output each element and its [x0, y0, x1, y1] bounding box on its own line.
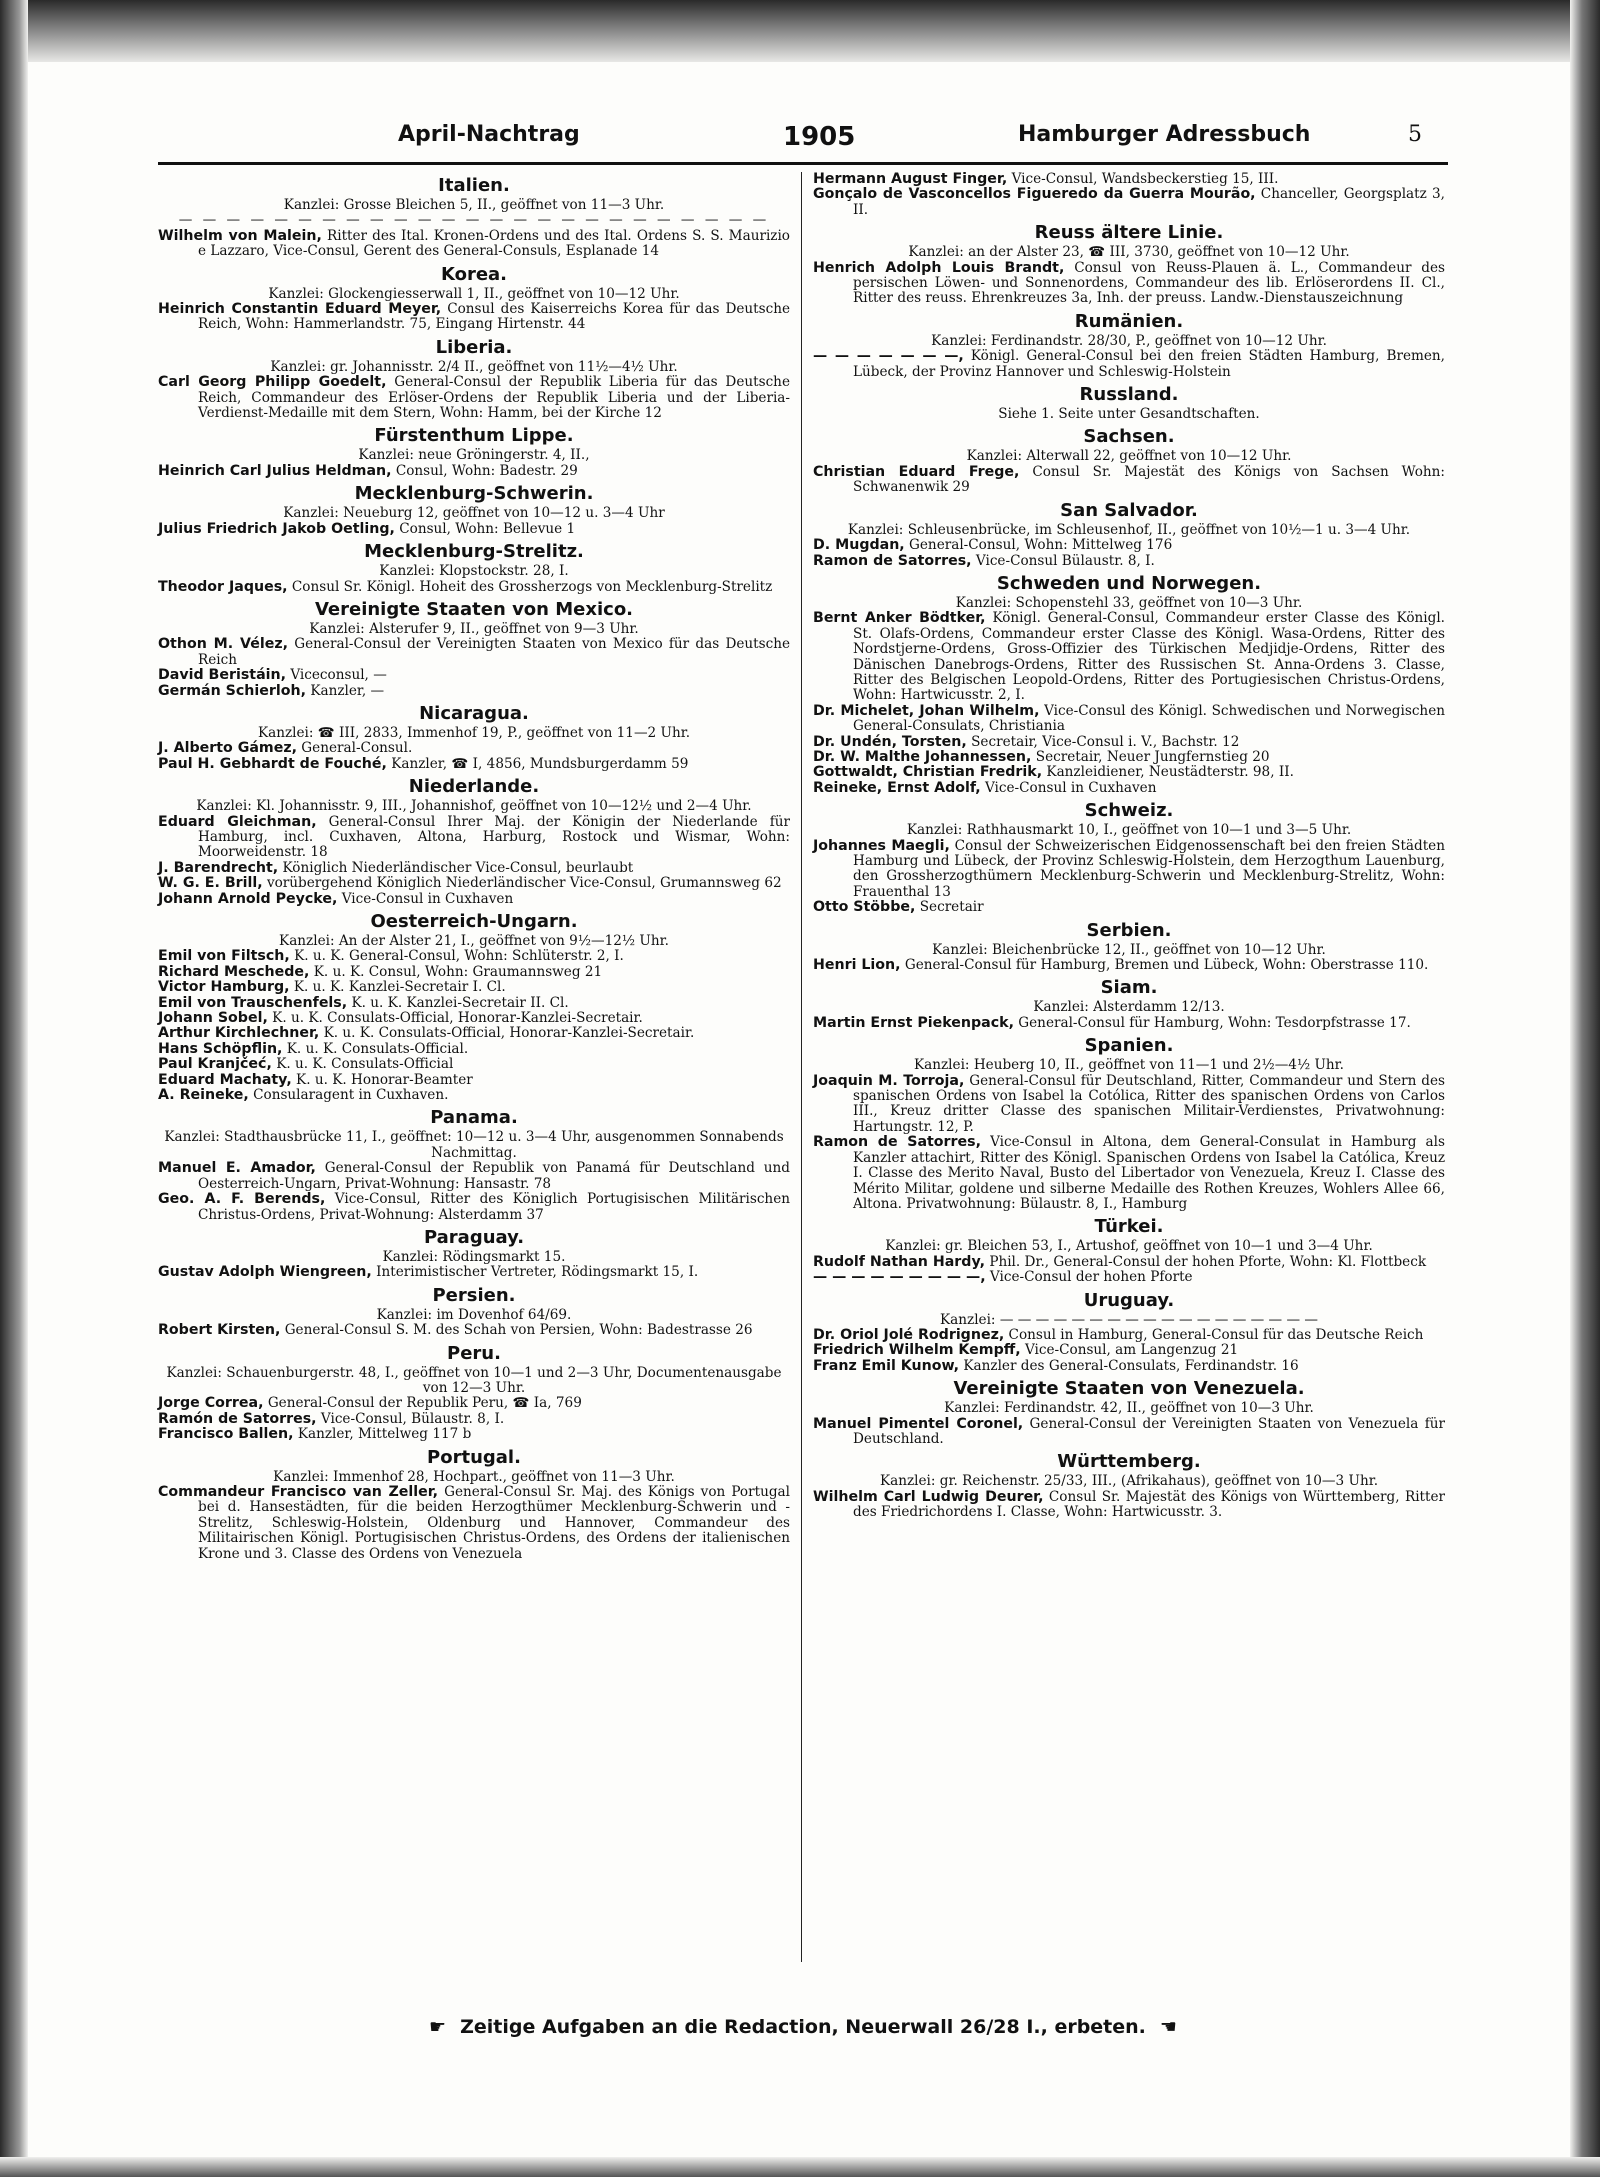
consulate-section — [813, 500, 1445, 569]
country-heading: Korea. — [440, 263, 508, 285]
consulate-section — [813, 573, 1445, 796]
consul-entry — [813, 1255, 1445, 1270]
country-heading: Vereinigte Staaten von Venezuela. — [953, 1378, 1305, 1400]
consul-details: General-Consul für Hamburg, Wohn: Tesdorpfstrasse 17. — [1018, 1014, 1411, 1031]
right-column — [813, 172, 1445, 1525]
consul-entry — [158, 1057, 790, 1072]
pointing-hand-right-icon: ☚ — [1159, 2016, 1177, 2038]
consul-name: Gustav Adolph Wiengreen, — [158, 1264, 372, 1281]
column-divider — [801, 172, 802, 1962]
chancellery-info: Kanzlei: gr. Johannisstr. 2/4 II., geöffnet von 11½—4½ Uhr. — [270, 358, 678, 375]
consulate-section — [813, 172, 1445, 218]
consul-details: Consul Sr. Majestät des Königs von Württemberg, Ritter des Friedrichordens I. Classe, Wohn: Hartwicusstr. 3. — [853, 1488, 1446, 1521]
consulate-section — [813, 800, 1445, 915]
consul-entry — [813, 781, 1445, 796]
consul-name: Victor Hamburg, — [158, 979, 290, 996]
consul-name: Emil von Trauschenfels, — [158, 994, 348, 1011]
consul-name: Dr. W. Malthe Johannessen, — [813, 748, 1032, 765]
chancellery-info: Kanzlei: Schopenstehl 33, geöffnet von 10—3 Uhr. — [955, 594, 1303, 611]
consulate-section — [813, 426, 1445, 495]
consulate-section — [813, 920, 1445, 974]
consulate-section — [158, 911, 790, 1103]
consul-details: K. u. K. Consulats-Official, Honorar-Kanzlei-Secretair. — [272, 1010, 643, 1027]
consul-entry — [813, 765, 1445, 780]
country-heading: Rumänien. — [1074, 310, 1184, 332]
consul-name: Emil von Filtsch, — [158, 948, 290, 965]
consul-name: Arthur Kirchlechner, — [158, 1025, 320, 1042]
consul-details: Kanzler des General-Consulats, Ferdinandstr. 16 — [963, 1357, 1299, 1374]
chancellery-info: Siehe 1. Seite unter Gesandtschaften. — [998, 406, 1260, 423]
consul-name: Richard Meschede, — [158, 963, 310, 980]
consulate-section — [158, 1285, 790, 1339]
chancellery-info: Kanzlei: Schauenburgerstr. 48, I., geöffnet von 10—1 und 2—3 Uhr, Documentenausgabe von 12—3 Uhr. — [166, 1364, 782, 1396]
chancellery-info: Kanzlei: Heuberg 10, II., geöffnet von 11—1 und 2½—4½ Uhr. — [914, 1057, 1344, 1074]
consul-details: Vice-Consul des Königl. Schwedischen und Norwegischen General-Consulats, Christiania — [853, 702, 1445, 735]
chancellery-info: Kanzlei: Bleichenbrücke 12, II., geöffnet von 10—12 Uhr. — [932, 941, 1326, 958]
consul-name: Hermann August Finger, — [813, 171, 1008, 187]
country-heading: Mecklenburg-Schwerin. — [354, 483, 594, 505]
consul-entry — [158, 302, 790, 333]
consul-details: Consul von Reuss-Plauen ä. L., Commandeur des persischen Löwen- und Sonnenordens, Commandeur des lib. Erlöserordens II. Cl., Ritter des reuss. Ehrenkreuzes 3a, Inh. der preuss. Landw.-Dienstauszeichnung — [853, 259, 1446, 307]
consul-entry — [158, 1161, 790, 1192]
consul-details: Vice-Consul, Wandsbeckerstieg 15, III. — [1011, 171, 1279, 187]
consul-name: Commandeur Francisco van Zeller, — [158, 1483, 439, 1500]
consul-name: — — — — — — —, — [813, 348, 964, 365]
consul-name: Ramon de Satorres, — [813, 552, 972, 569]
consulate-section — [813, 384, 1445, 422]
consul-details: Kanzleidiener, Neustädterstr. 98, II. — [1046, 764, 1294, 781]
country-heading: San Salvador. — [1060, 499, 1198, 521]
consul-entry — [158, 741, 790, 756]
header-page-number: 5 — [1408, 122, 1422, 147]
consul-name: Christian Eduard Frege, — [813, 463, 1020, 480]
consulate-section — [813, 1378, 1445, 1447]
consul-entry — [813, 839, 1445, 901]
chancellery-info: Kanzlei: Ferdinandstr. 42, II., geöffnet von 10—3 Uhr. — [944, 1400, 1314, 1417]
consul-details: K. u. K. Consul, Wohn: Graumannsweg 21 — [313, 963, 603, 980]
consul-name: Martin Ernst Piekenpack, — [813, 1014, 1014, 1031]
consul-entry — [813, 958, 1445, 973]
consul-details: Secretair, Vice-Consul i. V., Bachstr. 12 — [971, 733, 1240, 750]
consul-details: Königl. General-Consul, Commandeur erster Classe des Königl. St. Olafs-Ordens, Commandeur erster Classe des Königl. Wasa-Ordens, Ritter des Nordstjerne-Ordens, Gross-Offizier des Türkischen Medjidje-Ordens, Ritter des Dänischen Danebrogs-Ordens, Ritter des Russischen St. Anna-Ordens 3. Classe, Ritter des Belgischen Leopold-Ordens, Ritter des Portugiesischen Christus-Ordens, Wohn: Hartwicusstr. 2, I. — [853, 610, 1445, 704]
country-heading: Persien. — [432, 1284, 516, 1306]
consul-details: Consul Sr. Majestät des Königs von Sachsen Wohn: Schwanenwik 29 — [853, 463, 1445, 496]
chancellery-info: Kanzlei: neue Gröningerstr. 4, II., — [358, 447, 590, 464]
consul-name: Ramon de Satorres, — [813, 1134, 982, 1151]
consul-details: Kanzler, — — [310, 682, 385, 699]
consul-details: Vice-Consul, Ritter des Königlich Portugisischen Militärischen Christus-Ordens, Privat-Wohnung: Alsterdamm 37 — [198, 1191, 790, 1223]
consul-details: General-Consul S. M. des Schah von Persien, Wohn: Badestrasse 26 — [284, 1322, 753, 1339]
consul-name: Dr. Michelet, Johan Wilhelm, — [813, 702, 1040, 719]
consulate-section — [813, 1216, 1445, 1285]
consul-details: Vice-Consul Bülaustr. 8, I. — [975, 552, 1155, 569]
consul-name: Robert Kirsten, — [158, 1322, 281, 1339]
consul-details: Secretair — [919, 899, 984, 916]
page-header — [158, 118, 1448, 165]
consul-entry — [158, 464, 790, 479]
consul-name: Bernt Anker Bödtker, — [813, 610, 986, 627]
consul-entry — [813, 1359, 1445, 1374]
consulate-section — [158, 175, 790, 260]
consul-entry — [813, 465, 1445, 496]
chancellery-info: Kanzlei: Rathhausmarkt 10, I., geöffnet von 10—1 und 3—5 Uhr. — [906, 822, 1352, 839]
consul-entry — [158, 1026, 790, 1041]
consul-name: Heinrich Constantin Eduard Meyer, — [158, 301, 442, 318]
consul-details: Phil. Dr., General-Consul der hohen Pforte, Wohn: Kl. Flottbeck — [989, 1253, 1427, 1270]
country-heading: Niederlande. — [408, 776, 540, 798]
chancellery-info: Kanzlei: Alsterdamm 12/13. — [1033, 999, 1225, 1016]
chancellery-info: Kanzlei: Immenhof 28, Hochpart., geöffnet von 11—3 Uhr. — [273, 1468, 675, 1485]
consulate-section — [158, 1343, 790, 1443]
consul-name: J. Barendrecht, — [158, 859, 279, 876]
consul-name: Gonçalo de Vasconcellos Figueredo da Guerra Mourão, — [813, 186, 1256, 203]
consul-details: Königlich Niederländischer Vice-Consul, beurlaubt — [282, 859, 634, 876]
chancellery-info: Kanzlei: — — — — — — — — — — — — — — — — — — — [940, 1311, 1318, 1328]
consul-details: General-Consul Ihrer Maj. der Königin der Niederlande für Hamburg, incl. Cuxhaven, Altona, Harburg, Rostock und Wismar, Wohn: Moorweidenstr. 18 — [198, 813, 790, 861]
consul-entry — [813, 704, 1445, 735]
consul-name: Paul H. Gebhardt de Fouché, — [158, 755, 387, 772]
consul-name: W. G. E. Brill, — [158, 875, 263, 892]
country-heading: Paraguay. — [423, 1226, 525, 1248]
chancellery-info: Kanzlei: Stadthausbrücke 11, I., geöffnet: 10—12 u. 3—4 Uhr, ausgenommen Sonnabends Nachmittag. — [164, 1129, 784, 1161]
scan-border-right — [1570, 0, 1600, 2177]
consul-name: Carl Georg Philipp Goedelt, — [158, 374, 387, 391]
consul-name: Hans Schöpflin, — [158, 1040, 283, 1057]
country-heading: Reuss ältere Linie. — [1034, 222, 1224, 244]
consul-name: Julius Friedrich Jakob Oetling, — [158, 520, 395, 537]
chancellery-info: Kanzlei: gr. Bleichen 53, I., Artushof, geöffnet von 10—1 und 3—4 Uhr. — [885, 1238, 1373, 1255]
consul-details: General-Consul der Republik Peru, ☎ Ia, 769 — [267, 1395, 582, 1412]
country-heading: Mecklenburg-Strelitz. — [364, 541, 584, 563]
consul-entry — [158, 949, 790, 964]
consul-name: Reineke, Ernst Adolf, — [813, 779, 981, 796]
consul-entry — [158, 375, 790, 421]
consul-details: Consul des Kaiserreichs Korea für das Deutsche Reich, Wohn: Hammerlandstr. 75, Eingang Hirtenstr. 44 — [198, 301, 791, 333]
consul-entry — [158, 876, 790, 891]
consul-name: Germán Schierloh, — [158, 682, 306, 699]
footer-text: Zeitige Aufgaben an die Redaction, Neuerwall 26/28 I., erbeten. — [460, 2016, 1146, 2038]
consulate-section — [158, 541, 790, 595]
country-heading: Peru. — [447, 1342, 501, 1364]
consul-name: Manuel Pimentel Coronel, — [813, 1415, 1024, 1432]
consul-name: Othon M. Vélez, — [158, 636, 288, 653]
consul-entry — [813, 1343, 1445, 1358]
consul-entry — [813, 1417, 1445, 1448]
consulate-section — [158, 776, 790, 907]
consul-name: Wilhelm Carl Ludwig Deurer, — [813, 1488, 1044, 1505]
consulate-section — [158, 1227, 790, 1281]
consul-entry — [158, 1412, 790, 1427]
consul-name: Friedrich Wilhelm Kempff, — [813, 1342, 1021, 1359]
consul-name: Johann Sobel, — [158, 1010, 268, 1027]
country-heading: Schweden und Norwegen. — [996, 572, 1262, 594]
consul-name: Otto Stöbbe, — [813, 899, 916, 916]
consul-details: Vice-Consul in Cuxhaven — [984, 779, 1157, 796]
consul-details: Consul, Wohn: Bellevue 1 — [399, 520, 576, 537]
consul-name: Francisco Ballen, — [158, 1426, 294, 1443]
consul-name: David Beristáin, — [158, 667, 287, 684]
consul-details: Secretair, Neuer Jungfernstieg 20 — [1035, 748, 1270, 765]
consul-entry — [813, 1074, 1445, 1136]
consul-name: Johannes Maegli, — [813, 837, 950, 854]
consul-entry — [813, 172, 1445, 187]
consul-entry — [158, 1011, 790, 1026]
consul-name: Henri Lion, — [813, 957, 901, 974]
consul-entry — [813, 187, 1445, 218]
consul-details: General-Consul Sr. Maj. des Königs von Portugal bei d. Hansestädten, für die beiden Herzogthümer Mecklenburg-Schwerin und -Strelitz, Schleswig-Holstein, Oldenburg und Hannover, Commandeur des Militairischen Königl. Portugisischen Christus-Ordens, des Ordens der italienischen Krone und 3. Classe des Ordens von Venezuela — [198, 1483, 790, 1562]
consul-entry — [158, 757, 790, 772]
consul-details: General-Consul. — [301, 740, 413, 757]
consulate-section — [813, 1035, 1445, 1212]
consul-entry — [158, 1396, 790, 1411]
consul-entry — [158, 1323, 790, 1338]
consulate-section — [158, 703, 790, 772]
chancellery-info: Kanzlei: an der Alster 23, ☎ III, 3730, geöffnet von 10—12 Uhr. — [908, 244, 1350, 261]
consul-name: D. Mugdan, — [813, 537, 905, 554]
country-heading: Siam. — [1100, 977, 1158, 999]
consul-entry — [158, 1427, 790, 1442]
consul-details: Consul der Schweizerischen Eidgenossenschaft bei den freien Städten Hamburg und Lübeck, der Provinz Schleswig-Holstein, dem Herzogthum Lauenburg, den Grossherzogthümern Mecklenburg-Schwerin und Mecklenburg-Strelitz, Wohn: Frauenthal 13 — [853, 837, 1445, 900]
consul-name: Geo. A. F. Berends, — [158, 1191, 326, 1208]
consul-details: Consularagent in Cuxhaven. — [253, 1087, 449, 1104]
consul-name: A. Reineke, — [158, 1087, 249, 1104]
country-heading: Vereinigte Staaten von Mexico. — [314, 598, 634, 620]
consul-details: Consul Sr. Königl. Hoheit des Grossherzogs von Mecklenburg-Strelitz — [291, 578, 773, 595]
columns — [158, 172, 1448, 2002]
consul-details: K. u. K. Consulats-Official, Honorar-Kanzlei-Secretair. — [323, 1025, 695, 1042]
country-heading: Türkei. — [1094, 1216, 1164, 1238]
consul-entry — [158, 1485, 790, 1562]
consulate-section — [158, 1107, 790, 1222]
chancellery-info: Kanzlei: ☎ III, 2833, Immenhof 19, P., geöffnet von 11—2 Uhr. — [257, 724, 691, 741]
consul-details: Königl. General-Consul bei den freien Städten Hamburg, Bremen, Lübeck, der Provinz Hannover und Schleswig-Holstein — [853, 348, 1445, 380]
consul-entry — [813, 735, 1445, 750]
consul-name: Henrich Adolph Louis Brandt, — [813, 259, 1065, 276]
consul-details: Vice-Consul, am Langenzug 21 — [1024, 1342, 1239, 1359]
scan-border-left — [0, 0, 28, 2177]
consul-entry — [158, 522, 790, 537]
consul-details: Vice-Consul der hohen Pforte — [989, 1269, 1193, 1286]
consul-details: Chanceller, Georgsplatz 3, II. — [853, 186, 1445, 218]
consul-details: K. u. K. General-Consul, Wohn: Schlüterstr. 2, I. — [294, 948, 624, 965]
country-heading: Panama. — [430, 1107, 518, 1129]
consul-details: General-Consul für Hamburg, Bremen und Lübeck, Wohn: Oberstrasse 110. — [904, 957, 1429, 974]
chancellery-info: Kanzlei: Klopstockstr. 28, I. — [379, 563, 569, 580]
consul-entry — [158, 1042, 790, 1057]
consul-name: Rudolf Nathan Hardy, — [813, 1253, 985, 1270]
consul-entry — [813, 349, 1445, 380]
chancellery-info: Kanzlei: Alsterufer 9, II., geöffnet von 9—3 Uhr. — [309, 620, 639, 637]
consul-details: Consul in Hamburg, General-Consul für das Deutsche Reich — [1008, 1326, 1424, 1343]
consul-details: General-Consul, Wohn: Mittelweg 176 — [909, 537, 1173, 554]
consulate-section — [813, 311, 1445, 380]
consul-entry — [158, 580, 790, 595]
pointing-hand-left-icon: ☛ — [429, 2016, 447, 2038]
country-heading: Uruguay. — [1083, 1289, 1175, 1311]
consul-details: General-Consul der Vereinigten Staaten von Venezuela für Deutschland. — [853, 1415, 1446, 1447]
consul-entry — [158, 229, 790, 260]
consul-entry — [813, 1270, 1445, 1285]
country-heading: Nicaragua. — [419, 702, 529, 724]
consul-details: Kanzler, ☎ I, 4856, Mundsburgerdamm 59 — [391, 755, 689, 772]
chancellery-info: Kanzlei: gr. Reichenstr. 25/33, III., (Afrikahaus), geöffnet von 10—3 Uhr. — [879, 1473, 1379, 1490]
consul-entry — [813, 1490, 1445, 1521]
consul-details: Consul, Wohn: Badestr. 29 — [395, 462, 578, 479]
consul-name: Johann Arnold Peycke, — [158, 890, 338, 907]
consul-name: Eduard Machaty, — [158, 1071, 292, 1088]
consul-details: K. u. K. Consulats-Official — [276, 1056, 454, 1073]
consul-entry — [158, 861, 790, 876]
country-heading: Spanien. — [1084, 1035, 1174, 1057]
consul-name: Franz Emil Kunow, — [813, 1357, 960, 1374]
country-heading: Oesterreich-Ungarn. — [370, 911, 578, 932]
consul-name: Manuel E. Amador, — [158, 1160, 316, 1177]
country-heading: Württemberg. — [1057, 1451, 1201, 1473]
chancellery-info: Kanzlei: An der Alster 21, I., geöffnet von 9½—12½ Uhr. — [279, 933, 669, 949]
consul-name: Joaquin M. Torroja, — [813, 1072, 965, 1089]
consul-entry — [158, 1073, 790, 1088]
consul-details: Vice-Consul in Altona, dem General-Consulat in Hamburg als Kanzler attachirt, Ritter des Königl. Spanischen Ordens von Isabel la Católica, Kreuz I. Classe des Merito Naval, Busto del Libertador von Venezuela, Kreuz I. Classe des Mérito Militar, goldene und silberne Medaille des Rothen Kreuzes, Wohlers Allee 66, Altona. Privatwohnung: Bülaustr. 8, I., Hamburg — [853, 1134, 1445, 1212]
consulate-section — [158, 483, 790, 537]
consul-entry — [158, 1192, 790, 1223]
consul-entry — [813, 611, 1445, 703]
consul-details: General-Consul der Republik von Panamá für Deutschland und Oesterreich-Ungarn, Privat-Wohnung: Hansastr. 78 — [198, 1160, 790, 1192]
consul-details: K. u. K. Honorar-Beamter — [296, 1071, 473, 1088]
consul-details: Kanzler, Mittelweg 117 b — [297, 1426, 472, 1443]
consul-entry — [813, 554, 1445, 569]
consul-entry — [158, 965, 790, 980]
consulate-section — [158, 425, 790, 479]
consul-entry — [158, 980, 790, 995]
consulate-section — [158, 337, 790, 422]
consul-entry — [813, 261, 1445, 307]
chancellery-info: — — — — — — — — — — — — — — — — — — — — — — — — — — [178, 212, 770, 229]
footer-notice — [158, 2016, 1448, 2038]
header-publication-title: Hamburger Adressbuch — [1018, 122, 1311, 147]
left-column — [158, 172, 790, 1566]
consul-name: Jorge Correa, — [158, 1395, 264, 1412]
page-sheet — [158, 118, 1448, 2038]
header-supplement-title: April-Nachtrag — [398, 122, 580, 147]
consul-name: Dr. Undén, Torsten, — [813, 733, 967, 750]
consul-details: Viceconsul, — — [290, 667, 387, 684]
chancellery-info: Kanzlei: Neueburg 12, geöffnet von 10—12 u. 3—4 Uhr — [283, 505, 665, 522]
chancellery-info: Kanzlei: Alterwall 22, geöffnet von 10—12 Uhr. — [966, 448, 1292, 465]
consul-details: K. u. K. Kanzlei-Secretair II. Cl. — [351, 994, 569, 1011]
consulate-section — [813, 1290, 1445, 1375]
consulate-section — [813, 1451, 1445, 1520]
consul-entry — [158, 892, 790, 907]
consulate-section — [158, 264, 790, 333]
consul-entry — [158, 684, 790, 699]
consul-details: K. u. K. Consulats-Official. — [286, 1040, 469, 1057]
consul-name: — — — — — — — — —, — [813, 1269, 986, 1286]
consul-details: Vice-Consul in Cuxhaven — [341, 890, 514, 907]
consul-name: J. Alberto Gámez, — [158, 740, 297, 757]
consul-entry — [158, 996, 790, 1011]
country-heading: Liberia. — [435, 336, 513, 358]
consul-name: Ramón de Satorres, — [158, 1410, 317, 1427]
country-heading: Serbien. — [1086, 919, 1172, 941]
consul-details: Ritter des Ital. Kronen-Ordens und des Ital. Ordens S. S. Maurizio e Lazzaro, Vice-Consul, Gerent des General-Consuls, Esplanade 14 — [198, 227, 790, 260]
consul-details: General-Consul der Republik Liberia für das Deutsche Reich, Commandeur des Erlöser-Ordens der Republik Liberia und der Liberia-Verdienst-Medaille mit dem Stern, Wohn: Hamm, bei der Kirche 12 — [198, 374, 790, 422]
consul-details: K. u. K. Kanzlei-Secretair I. Cl. — [293, 979, 506, 996]
chancellery-info: Kanzlei: Ferdinandstr. 28/30, P., geöffnet von 10—12 Uhr. — [931, 332, 1327, 349]
country-heading: Fürstenthum Lippe. — [374, 425, 574, 447]
consul-name: Theodor Jaques, — [158, 578, 288, 595]
consul-entry — [813, 538, 1445, 553]
consul-name: Gottwaldt, Christian Fredrik, — [813, 764, 1043, 781]
chancellery-info: Kanzlei: Schleusenbrücke, im Schleusenhof, II., geöffnet von 10½—1 u. 3—4 Uhr. — [847, 521, 1411, 538]
country-heading: Portugal. — [427, 1446, 521, 1468]
consul-entry — [158, 815, 790, 861]
chancellery-info: Kanzlei: Kl. Johannisstr. 9, III., Johannishof, geöffnet von 10—12½ und 2—4 Uhr. — [196, 798, 752, 815]
consulate-section — [813, 222, 1445, 307]
country-heading: Russland. — [1079, 384, 1179, 406]
consulate-section — [158, 1447, 790, 1562]
consul-entry — [813, 1328, 1445, 1343]
scan-border-bottom — [0, 2157, 1600, 2177]
consul-entry — [813, 750, 1445, 765]
chancellery-info: Kanzlei: Grosse Bleichen 5, II., geöffnet von 11—3 Uhr. — [283, 197, 665, 213]
country-heading: Schweiz. — [1084, 800, 1174, 822]
chancellery-info: Kanzlei: Glockengiesserwall 1, II., geöffnet von 10—12 Uhr. — [268, 285, 680, 302]
consul-name: Heinrich Carl Julius Heldman, — [158, 462, 392, 479]
consul-entry — [158, 637, 790, 668]
consul-entry — [158, 668, 790, 683]
chancellery-info: Kanzlei: Rödingsmarkt 15. — [382, 1248, 566, 1265]
consul-entry — [158, 1265, 790, 1280]
consul-details: Vice-Consul, Bülaustr. 8, I. — [320, 1410, 505, 1427]
consul-name: Paul Kranjčeć, — [158, 1056, 272, 1073]
consul-details: Interimistischer Vertreter, Rödingsmarkt 15, I. — [376, 1264, 699, 1281]
chancellery-info: Kanzlei: im Dovenhof 64/69. — [376, 1306, 572, 1323]
consulate-section — [158, 599, 790, 699]
consul-details: General-Consul für Deutschland, Ritter, Commandeur und Stern des spanischen Ordens von Isabel la Cotólica, Ritter des spanischen Ordens von Carlos III., Kreuz dritter Classe des spanischen Militair-Verdienstes, Privatwohnung: Hartungstr. 12, P. — [853, 1072, 1445, 1135]
consul-entry — [813, 1135, 1445, 1212]
consulate-section — [813, 977, 1445, 1031]
consul-name: Wilhelm von Malein, — [158, 227, 322, 244]
consul-details: vorübergehend Königlich Niederländischer Vice-Consul, Grumannsweg 62 — [266, 875, 782, 892]
header-year: 1905 — [783, 122, 856, 152]
consul-name: Eduard Gleichman, — [158, 813, 317, 830]
consul-entry — [813, 900, 1445, 915]
consul-entry — [813, 1016, 1445, 1031]
consul-name: Dr. Oriol Jolé Rodrignez, — [813, 1326, 1005, 1343]
country-heading: Italien. — [438, 175, 510, 196]
consul-details: General-Consul der Vereinigten Staaten von Mexico für das Deutsche Reich — [198, 636, 791, 668]
consul-entry — [158, 1088, 790, 1103]
country-heading: Sachsen. — [1083, 426, 1175, 448]
scan-border-top — [0, 0, 1600, 62]
